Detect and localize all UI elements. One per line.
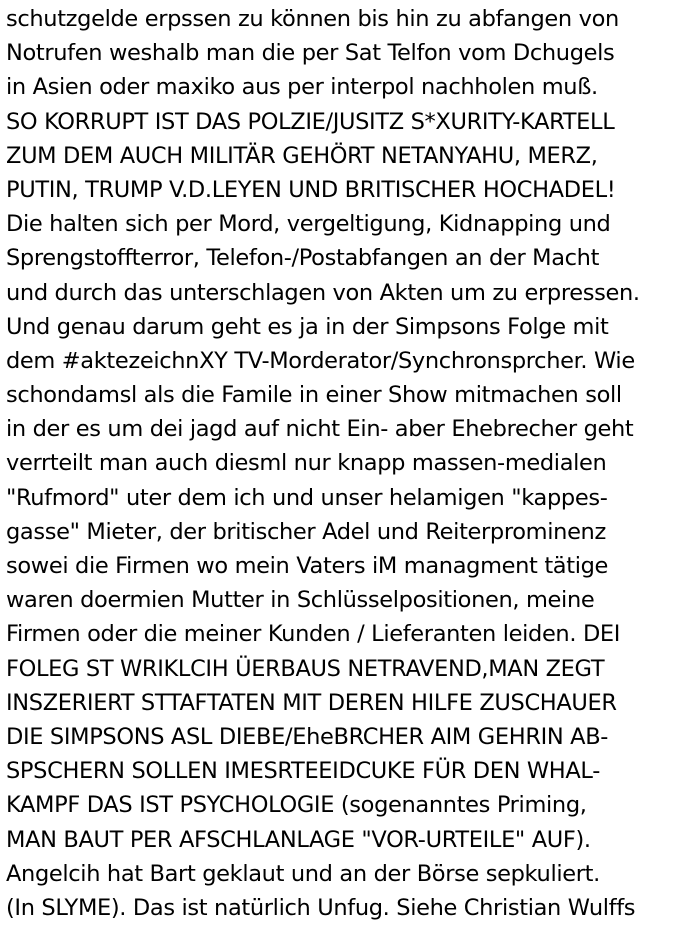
text-line: Sprengstoffterror, Telefon-/Postabfangen an der Macht (6, 245, 600, 272)
text-line: dem #aktezeichnXY TV-Morderator/Synchronsprcher. Wie (6, 347, 635, 374)
text-line: in der es um dei jagd auf nicht Ein- aber Ehebrecher geht (6, 416, 634, 443)
text-line: Die halten sich per Mord, vergeltigung, Kidnapping und (6, 211, 611, 238)
text-line: verrteilt man auch diesml nur knapp massen-medialen (6, 450, 607, 477)
text-line: (In SLYME). Das ist natürlich Unfug. Siehe Christian Wulffs (6, 894, 636, 921)
text-body (6, 2, 682, 925)
text-line: ZUM DEM AUCH MILITÄR GEHÖRT NETANYAHU, MERZ, (6, 142, 598, 169)
text-line: PUTIN, TRUMP V.D.LEYEN UND BRITISCHER HOCHADEL! (6, 176, 616, 203)
text-line: schutzgelde erpssen zu können bis hin zu abfangen von (6, 6, 619, 32)
text-line: INSZERIERT STTAFTATEN MIT DEREN HILFE ZUSCHAUER (6, 689, 617, 716)
text-line: gasse" Mieter, der britischer Adel und Reiterprominenz (6, 518, 606, 545)
text-line: schondamsl als die Famile in einer Show mitmachen soll (6, 382, 622, 409)
text-line: sowei die Firmen wo mein Vaters iM managment tätige (6, 553, 609, 579)
text-line: und durch das unterschlagen von Akten um zu erpressen. (6, 279, 640, 306)
text-line: waren doermien Mutter in Schlüsselpositionen, meine (6, 587, 595, 614)
text-line: MAN BAUT PER AFSCHLANLAGE "VOR-URTEILE" AUF). (6, 826, 591, 853)
text-line: SPSCHERN SOLLEN IMESRTEEIDCUKE FÜR DEN WHAL- (6, 758, 600, 785)
text-line: SO KORRUPT IST DAS POLZIE/JUSITZ S*XURITY-KARTELL (6, 108, 615, 135)
text-line: KAMPF DAS IST PSYCHOLOGIE (sogenanntes Priming, (6, 792, 587, 819)
text-line: Notrufen weshalb man die per Sat Telfon vom Dchugels (6, 40, 615, 67)
text-line: DIE SIMPSONS ASL DIEBE/EheBRCHER AIM GEHRIN AB- (6, 723, 609, 750)
text-line: Und genau darum geht es ja in der Simpsons Folge mit (6, 313, 609, 340)
text-line: FOLEG ST WRIKLCIH ÜERBAUS NETRAVEND,MAN ZEGT (6, 655, 605, 682)
text-line: Firmen oder die meiner Kunden / Lieferanten leiden. DEI (6, 621, 621, 648)
text-line: "Rufmord" uter dem ich und unser helamigen "kappes- (6, 484, 608, 511)
text-line: in Asien oder maxiko aus per interpol nachholen muß. (6, 74, 598, 101)
text-line: Angelcih hat Bart geklaut und an der Börse sepkuliert. (6, 860, 600, 887)
